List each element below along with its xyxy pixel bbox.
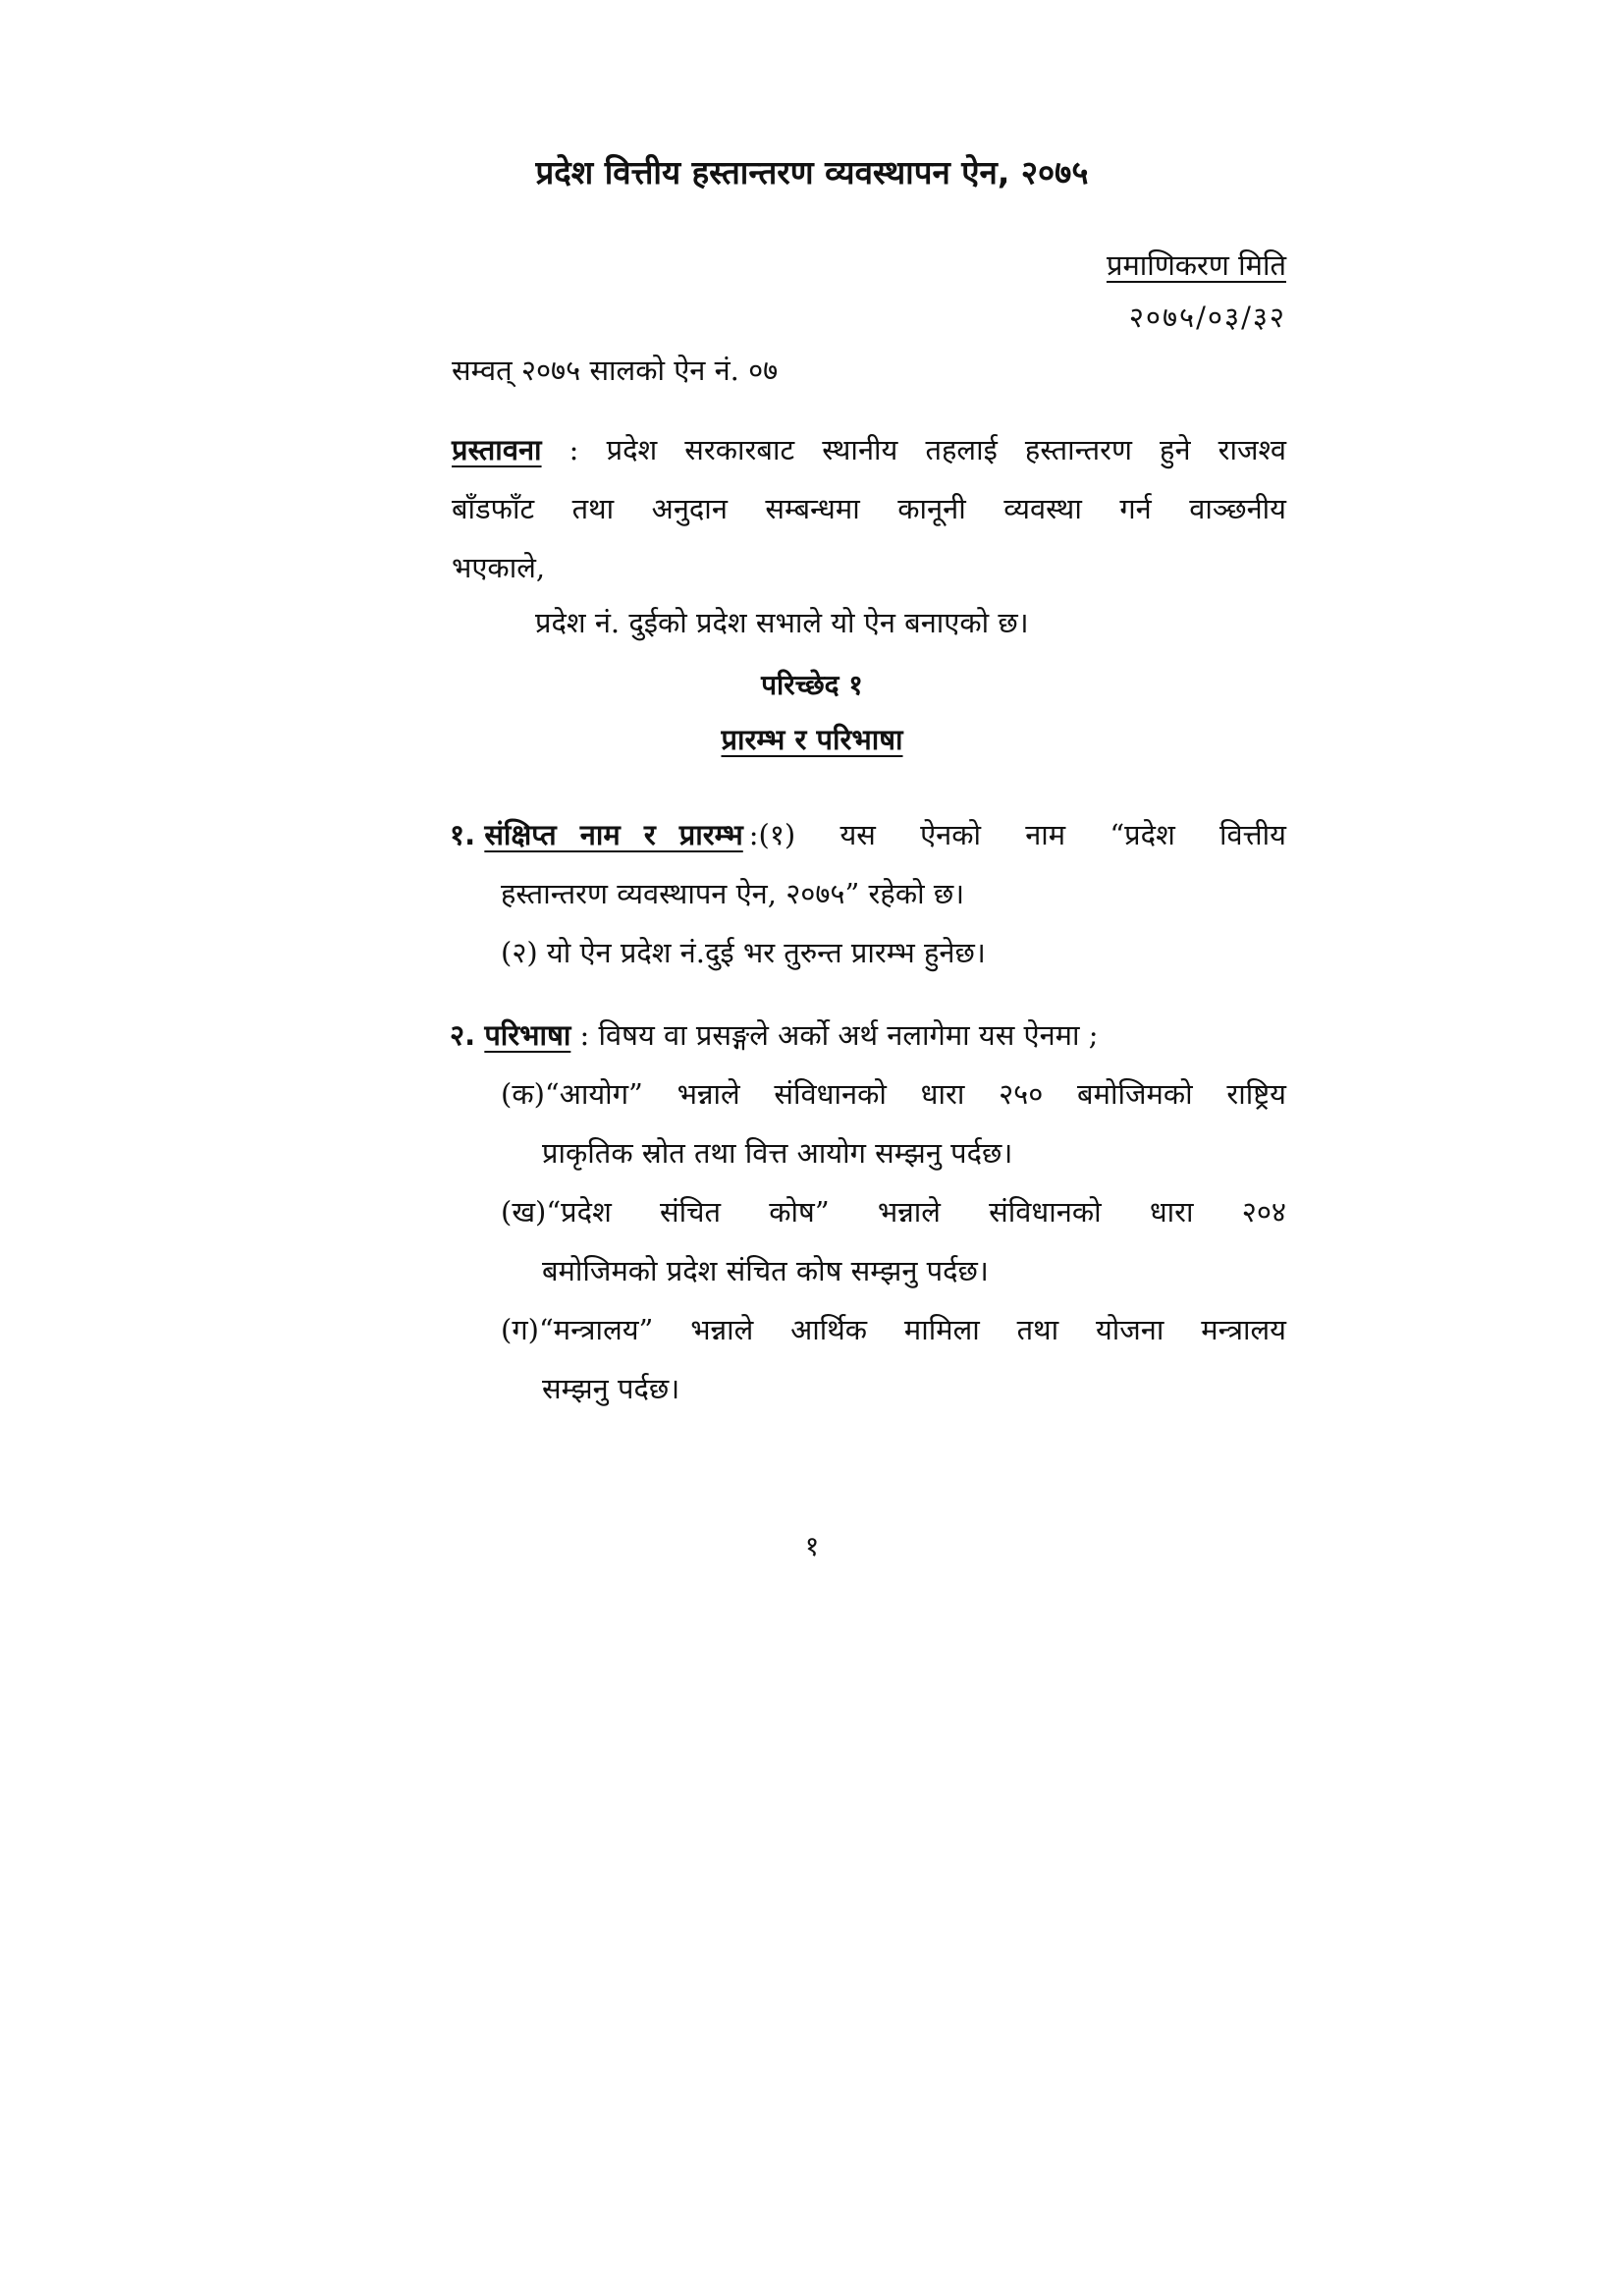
section-1-lead: :(१) यस ऐनको नाम “प्रदेश वित्तीय bbox=[748, 818, 1286, 851]
preamble-text-1: प्रदेश सरकारबाट स्थानीय तहलाई हस्तान्तरण हुने राजश्व bbox=[606, 433, 1286, 466]
clause-ga-line-2: सम्झनु पर्दछ। bbox=[542, 1372, 680, 1405]
authentication-date-label: प्रमाणिकरण मिति bbox=[1106, 248, 1286, 282]
section-1-line-1 bbox=[450, 805, 1286, 864]
section-2-line-1 bbox=[450, 1006, 1286, 1065]
section-1-number: १. bbox=[450, 818, 476, 851]
section-1-continuation: हस्तान्तरण व्यवस्थापन ऐन, २०७५” रहेको छ। bbox=[501, 877, 965, 910]
preamble-heading: प्रस्तावना bbox=[452, 433, 542, 466]
clause-kha-line-2: बमोजिमको प्रदेश संचित कोष सम्झनु पर्दछ। bbox=[542, 1254, 989, 1287]
document-title: प्रदेश वित्तीय हस्तान्तरण व्यवस्थापन ऐन, २०७५ bbox=[535, 153, 1089, 191]
clause-kha bbox=[450, 1182, 1286, 1300]
section-2-number: २. bbox=[450, 1018, 476, 1052]
chapter-label: परिच्छेद १ bbox=[761, 669, 863, 701]
act-number: सम्वत् २०७५ सालको ऐन नं. ०७ bbox=[452, 354, 779, 387]
clause-ka bbox=[450, 1065, 1286, 1182]
section-2-heading: परिभाषा bbox=[484, 1018, 571, 1052]
preamble-line-1 bbox=[452, 420, 1286, 479]
authentication-date: २०७५/०३/३२ bbox=[1128, 301, 1286, 334]
clause-ga bbox=[450, 1300, 1286, 1418]
preamble-line-2: बाँडफाँट तथा अनुदान सम्बन्धमा कानूनी व्यवस्था गर्न वाञ्छनीय bbox=[452, 492, 1286, 525]
clause-ka-line-2: प्राकृतिक स्रोत तथा वित्त आयोग सम्झनु पर्दछ। bbox=[542, 1136, 1013, 1170]
preamble-line-3: भएकाले, bbox=[452, 551, 546, 584]
section-1 bbox=[450, 805, 1286, 982]
clause-ga-line-1: (ग)“मन्त्रालय” भन्नाले आर्थिक मामिला तथा योजना मन्त्रालय bbox=[501, 1313, 1286, 1346]
preamble bbox=[452, 420, 1286, 597]
chapter-title: प्रारम्भ र परिभाषा bbox=[721, 723, 903, 756]
enactment-clause: प्रदेश नं. दुईको प्रदेश सभाले यो ऐन बनाएको छ। bbox=[535, 606, 1029, 639]
section-2 bbox=[450, 1006, 1286, 1418]
page-number: १ bbox=[804, 1530, 820, 1562]
section-2-lead: : विषय वा प्रसङ्गले अर्को अर्थ नलागेमा यस ऐनमा ; bbox=[570, 1018, 1099, 1052]
clause-ka-line-1: (क)“आयोग” भन्नाले संविधानको धारा २५० बमोजिमको राष्ट्रिय bbox=[501, 1077, 1286, 1111]
section-1-heading: संक्षिप्त नाम र प्रारम्भ bbox=[484, 818, 743, 851]
clause-kha-line-1: (ख)“प्रदेश संचित कोष” भन्नाले संविधानको धारा २०४ bbox=[501, 1195, 1286, 1229]
section-1-subsection-2: (२) यो ऐन प्रदेश नं.दुई भर तुरुन्त प्रारम्भ हुनेछ। bbox=[501, 936, 986, 969]
preamble-separator: : bbox=[541, 433, 607, 466]
